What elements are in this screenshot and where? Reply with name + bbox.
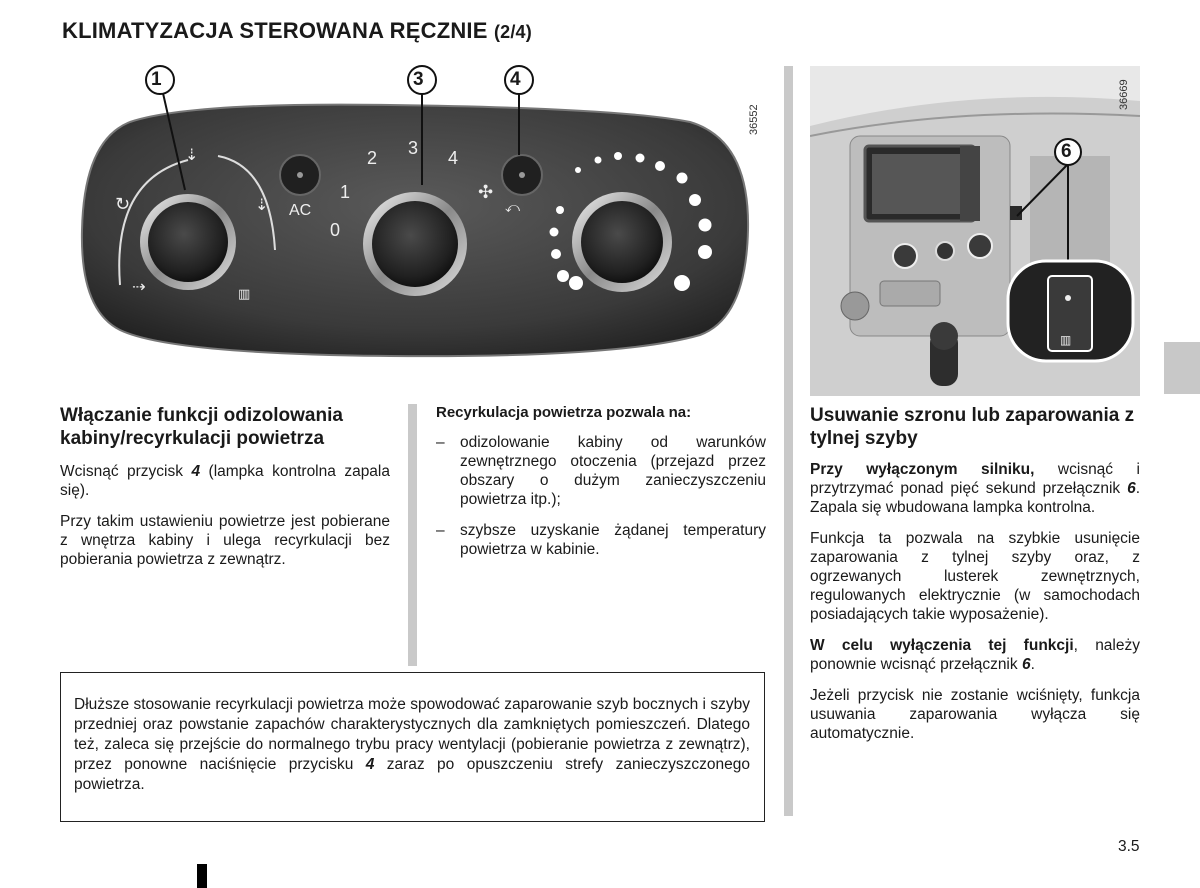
svg-text:⇢: ⇢ [132,277,146,296]
callout-1: 1 [151,69,162,90]
note-post: zaraz po opuszczeniu strefy zanieczyszczonego powietrza. [74,756,750,793]
dashboard-figure [810,66,1140,396]
climate-panel-figure [60,60,780,370]
p3-num: 6 [1021,656,1031,673]
page-title [62,18,532,44]
p1-num: 6 [1127,480,1136,497]
callout-3: 3 [413,69,424,90]
p1-bold: Przy wyłączonym silniku, [810,461,1035,478]
column-divider-right [784,66,793,816]
chapter-tab [1164,342,1200,394]
rear-defrost-p1 [810,460,1140,517]
page-number: 3.5 [1118,838,1140,855]
section-recirculation-heading: Włączanie funkcji odizolowania kabiny/recyrkulacji powietrza [60,405,343,449]
column-divider-left [408,404,417,666]
rear-defrost-p2: Funkcja ta pozwala na szybkie usunięcie zaparowania z tylnej szyby oraz, z ogrzewanych lusterek zewnętrznych, regulowanych elektrycznie (w samochodach posiadających takie wyposażenie). [810,530,1140,623]
fan-speed-1: 1 [340,182,351,202]
list-dash: – [436,434,445,451]
p1-num: 4 [191,463,201,480]
rear-defrost-p4: Jeżeli przycisk nie zostanie wciśnięty, funkcja usuwania zaparowania wyłącza się automatycznie. [810,687,1140,742]
p3-bold: W celu wyłączenia tej funkcji [810,637,1074,654]
section-recirculation-p1 [60,462,390,500]
page-title-text: KLIMATYZACJA STEROWANA RĘCZNIE [62,18,488,43]
p1-post: . Zapala się wbudowana lampka kontrolna. [810,480,1140,516]
list-item-text: szybsze uzyskanie żądanej temperatury powietrza w kabinie. [460,522,766,558]
p1-post: (lampka kontrolna zapala się). [60,463,390,499]
p3-post: . [1030,656,1035,673]
ac-label: AC [289,202,312,219]
p1-pre: wcisnąć i przytrzymać ponad pięć sekund przełącznik [810,461,1140,497]
section-recirculation-benefits [436,404,766,571]
svg-text:⇣: ⇣ [185,145,199,164]
figure-code-left: 36552 [748,104,760,135]
fan-speed-3: 3 [408,138,419,158]
svg-text:✣: ✣ [478,182,494,203]
list-dash: – [436,522,445,539]
climate-panel-illustration [60,60,780,370]
rear-defrost-p3 [810,636,1140,674]
section-recirculation-p2: Przy takim ustawieniu powietrze jest pobierane z wnętrza kabiny i ulega recyrkulacji bez pobierania powietrza z zewnątrz. [60,513,390,568]
fan-speed-2: 2 [367,148,378,168]
fan-speed-4: 4 [448,148,459,168]
svg-text:▥: ▥ [238,287,251,302]
svg-text:↻: ↻ [115,194,131,215]
section-rear-defrost-heading: Usuwanie szronu lub zaparowania z tylnej szyby [810,405,1135,449]
list-item [436,433,766,509]
dashboard-illustration [810,66,1140,396]
p1-pre: Wcisnąć przycisk [60,463,192,480]
fan-speed-0: 0 [330,220,341,240]
svg-text:▥: ▥ [1060,333,1072,347]
warning-note [60,672,765,822]
page-title-part: (2/4) [493,22,532,42]
svg-text:⤺: ⤺ [505,200,520,216]
callout-4: 4 [510,69,521,90]
note-pre: Dłuższe stosowanie recyrkulacji powietrza może spowodować zaparowanie szyb bocznych i szyby przedniej oraz powstanie zapachów charakterystycznych dla zamkniętych pomieszczeń. Dlatego też, zaleca się przejście do normalnego trybu pracy wentylacji (pobieranie powietrza z zewnątrz), przez ponowne naciśnięcie przycisku [74,696,750,773]
p3-pre: , należy ponownie wcisnąć przełącznik [810,637,1140,673]
svg-text:⇣: ⇣ [255,195,269,214]
list-item [436,521,766,559]
crop-mark [197,864,207,888]
benefits-intro: Recyrkulacja powietrza pozwala na: [436,404,692,421]
section-rear-defrost [810,404,1140,755]
section-recirculation [60,404,390,581]
note-num: 4 [365,756,375,773]
callout-6: 6 [1061,141,1072,162]
figure-code-right: 36669 [1118,79,1130,110]
list-item-text: odizolowanie kabiny od warunków zewnętrznego otoczenia (przejazd przez obszary o dużym zanieczyszczeniu powietrza itp.); [460,434,766,508]
